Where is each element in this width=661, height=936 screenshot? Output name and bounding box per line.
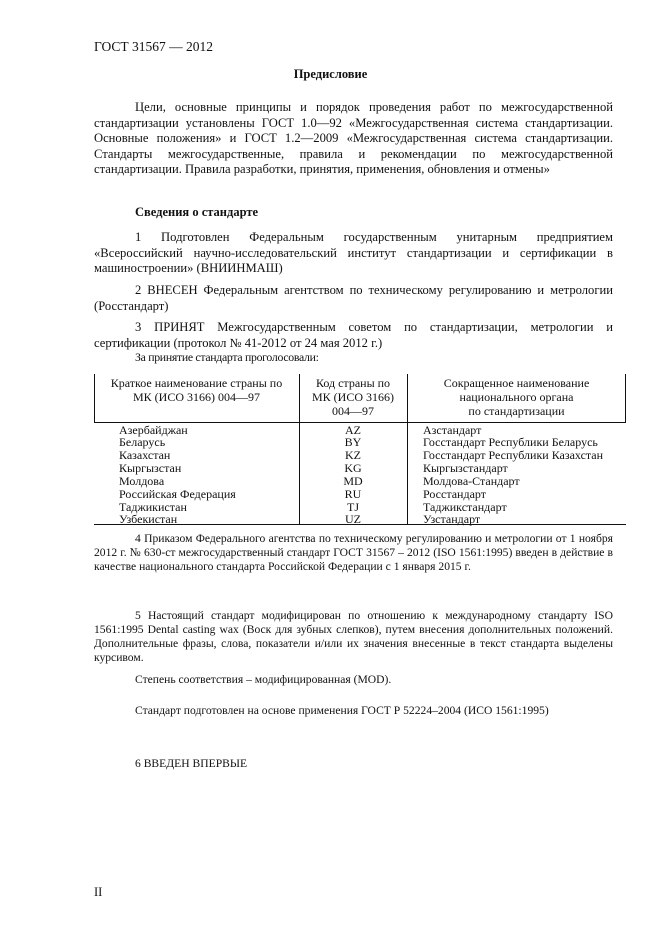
country-name: Узбекистан — [119, 512, 178, 526]
country-code: RU — [344, 487, 362, 501]
document-header: ГОСТ 31567 — 2012 — [94, 39, 214, 54]
country-code: AZ — [345, 423, 361, 437]
item-3-paragraph: 3 ПРИНЯТ Межгосударственным советом по стандартизации, метрологии и сертификации (протокол № 41-2012 от 24 мая 2012 г.) — [94, 320, 613, 350]
vote-caption: За принятие стандарта проголосовали: — [135, 350, 319, 364]
standards-body: Азстандарт — [423, 423, 482, 437]
country-name: Азербайджан — [119, 423, 188, 437]
standards-body: Молдова-Стандарт — [423, 474, 520, 488]
country-code: UZ — [345, 512, 361, 526]
item-4-paragraph: 4 Приказом Федерального агентства по техническому регулированию и метрологии от 1 ноября 2012 г. № 630-ст межгосударственный стандарт ГОСТ 31567 – 2012 (ISO 1561:1995) введен в действие в качестве национального стандарта Российской Федерации с 1 января 2015 г. — [94, 532, 613, 573]
standards-body: Кыргызстандарт — [423, 461, 508, 475]
standards-body: Росстандарт — [423, 487, 486, 501]
country-name: Кыргызстан — [119, 461, 182, 475]
standards-body: Узстандарт — [423, 512, 481, 526]
standards-body: Госстандарт Республики Беларусь — [423, 435, 598, 449]
country-name: Казахстан — [119, 448, 171, 462]
item-5-paragraph: 5 Настоящий стандарт модифицирован по отношению к международному стандарту ISO 1561:1995 Dental casting wax (Воск для зубных слепков), путем внесения дополнительных положений. Дополнительные фразы, слова, показатели и/или их значения внесенные в текст стандарта выделены курсивом. — [94, 609, 613, 664]
page-title: Предисловие — [293, 67, 368, 81]
item-6-paragraph: 6 ВВЕДЕН ВПЕРВЫЕ — [135, 757, 248, 770]
country-name: Российская Федерация — [119, 487, 236, 501]
table-row — [94, 513, 626, 525]
country-code: TJ — [347, 500, 359, 514]
standards-body: Госстандарт Республики Казахстан — [423, 448, 604, 462]
voting-table — [94, 374, 626, 525]
table-row — [94, 475, 626, 487]
page-number: II — [94, 885, 103, 899]
table-header-body: Сокращенное наименование национального органа по стандартизации — [443, 376, 590, 418]
intro-paragraph: Цели, основные принципы и порядок проведения работ по межгосударственной стандартизации установлены ГОСТ 1.0—92 «Межгосударственная система стандартизации. Основные положения» и ГОСТ 1.2—2009 «Межгосударственная система стандартизации. Стандарты межгосударственные, правила и рекомендации по межгосударственной стандартизации. Правила разработки, принятия, применения, обновления и отмены» — [94, 100, 613, 176]
country-name: Молдова — [119, 474, 165, 488]
country-name: Таджикистан — [119, 500, 187, 514]
item-5-conformity: Степень соответствия – модифицированная (MOD). — [135, 673, 392, 686]
section-subheading: Сведения о стандарте — [135, 205, 259, 219]
table-row — [94, 462, 626, 474]
table-header-country: Краткое наименование страны по МК (ИСО 3166) 004—97 — [110, 376, 283, 404]
table-header-code: Код страны по МК (ИСО 3166) 004—97 — [311, 376, 394, 418]
country-code: KG — [344, 461, 362, 475]
table-row — [94, 449, 626, 461]
item-1-paragraph: 1 Подготовлен Федеральным государственным унитарным предприятием «Всероссийский научно-исследовательский институт стандартизации и сертификации в машиностроении» (ВНИИНМАШ) — [94, 230, 613, 275]
item-2-paragraph: 2 ВНЕСЕН Федеральным агентством по техническому регулированию и метрологии (Росстандарт) — [94, 283, 613, 313]
country-code: BY — [344, 435, 362, 449]
country-code: MD — [343, 474, 363, 488]
standards-body: Таджикстандарт — [423, 500, 507, 514]
table-row — [94, 436, 626, 448]
item-5-basis: Стандарт подготовлен на основе применения ГОСТ Р 52224–2004 (ИСО 1561:1995) — [135, 704, 549, 717]
table-row — [94, 488, 626, 500]
country-code: KZ — [345, 448, 361, 462]
country-name: Беларусь — [119, 435, 166, 449]
